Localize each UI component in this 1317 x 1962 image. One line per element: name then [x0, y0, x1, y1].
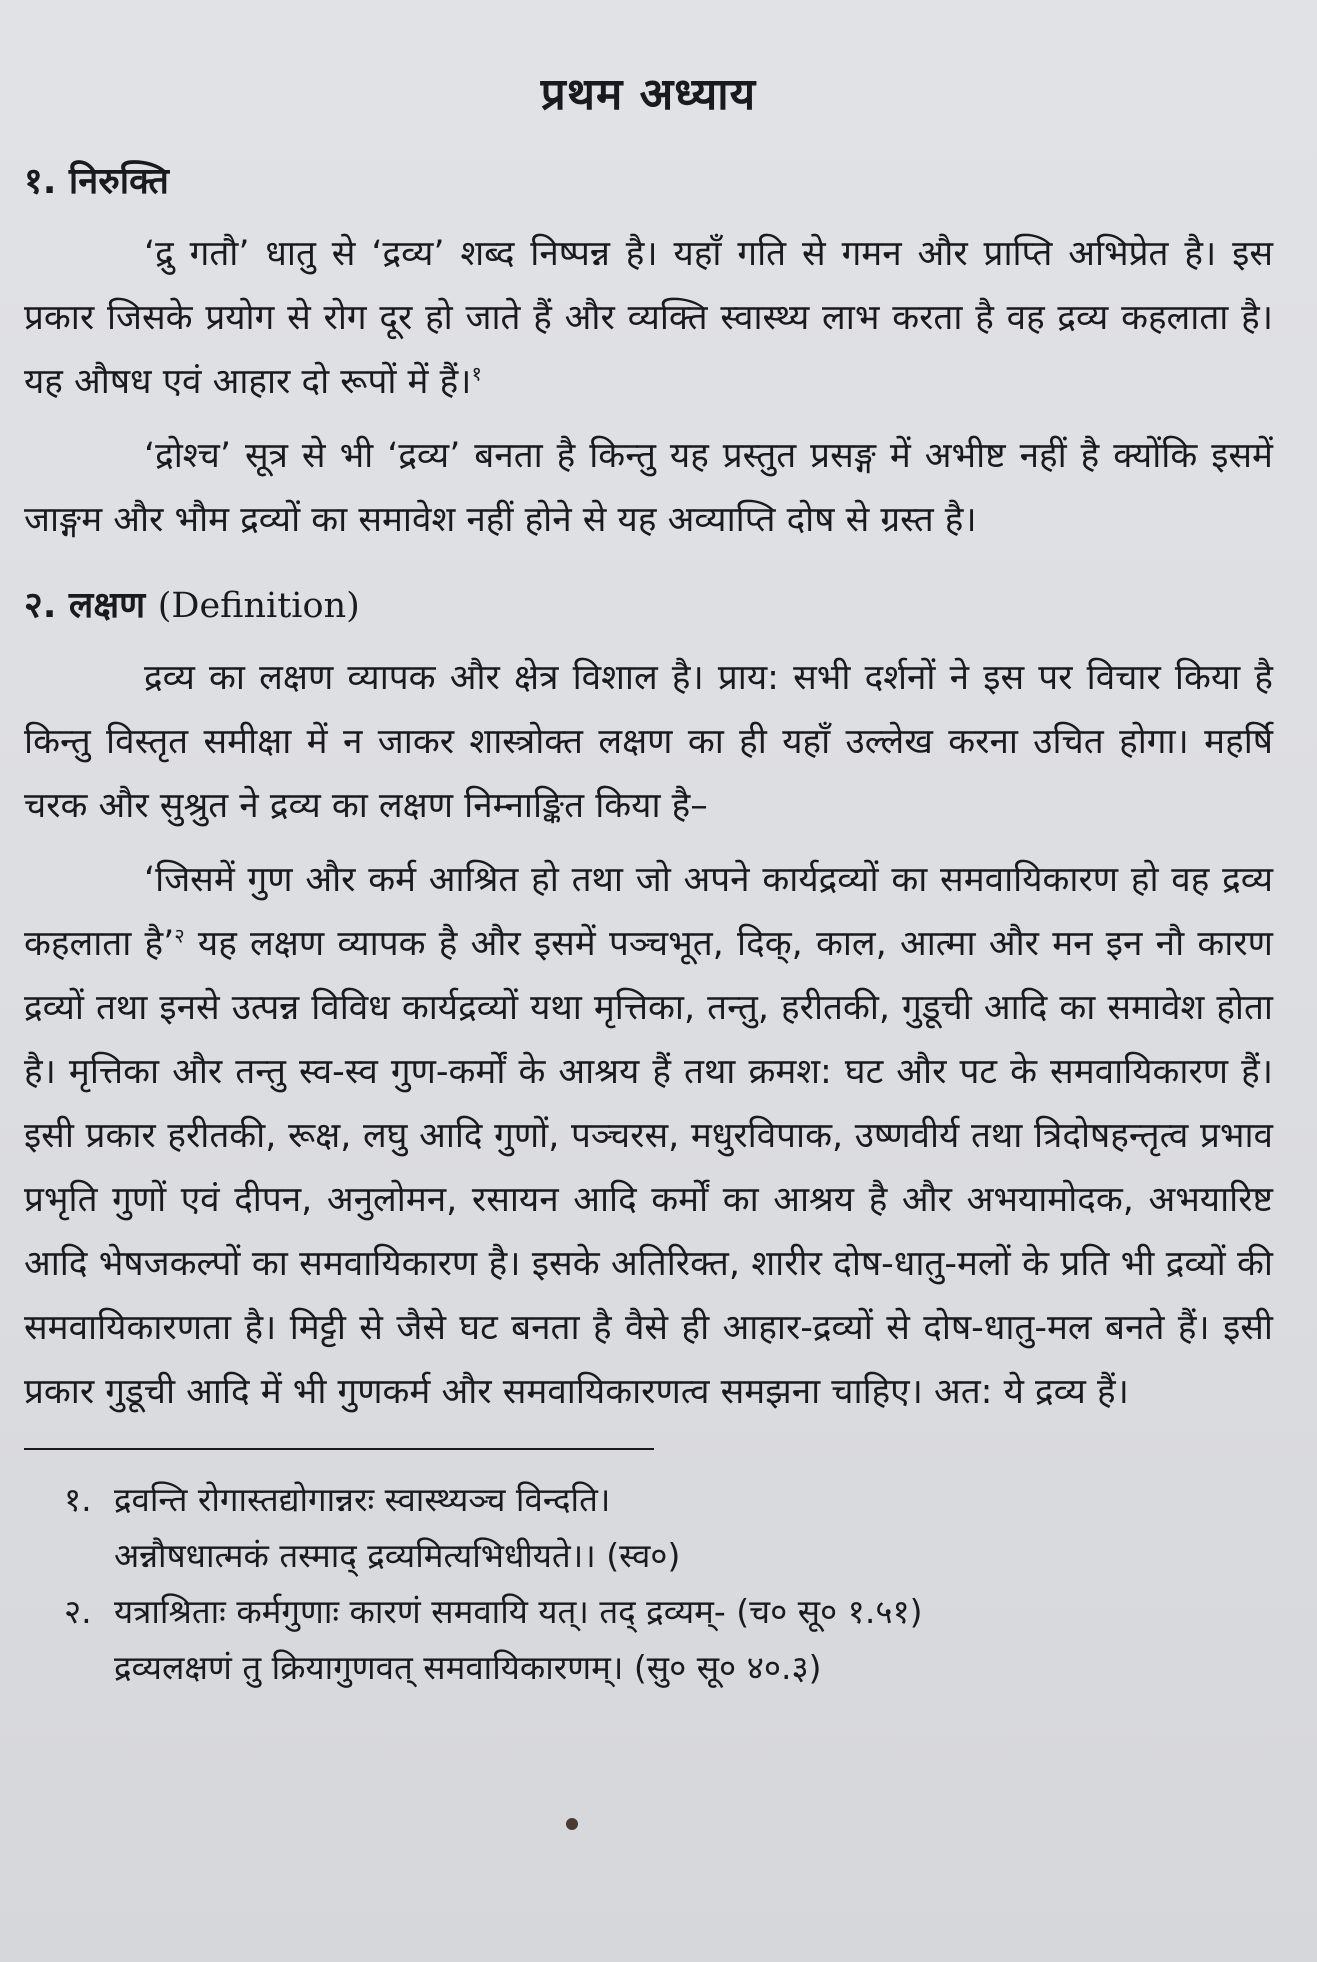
footnote-2: [24, 1584, 1273, 1696]
footnote-line: द्रवन्ति रोगास्तद्योगान्नरः स्वास्थ्यञ्च विन्दति।: [114, 1480, 611, 1519]
paragraph-lakshan-1: द्रव्य का लक्षण व्यापक और क्षेत्र विशाल है। प्राय: सभी दर्शनों ने इस पर विचार किया है किन्तु विस्तृत समीक्षा में न जाकर शास्त्रोक्त लक्षण का ही यहाँ उल्लेख करना उचित होगा। महर्षि चरक और सुश्रुत ने द्रव्य का लक्षण निम्नाङ्कित किया है–: [24, 658, 1273, 826]
footnote-number: २.: [64, 1592, 92, 1631]
section-nirukti: [24, 156, 1273, 552]
footnote-line: द्रव्यलक्षणं तु क्रियागुणवत् समवायिकारणम्। (सु० सू० ४०.३): [114, 1648, 822, 1687]
footnote-divider: [24, 1448, 654, 1450]
footnote-line: अन्नौषधात्मकं तस्माद् द्रव्यमित्यभिधीयते।। (स्व०): [114, 1536, 681, 1575]
section-heading-english: (Definition): [157, 586, 360, 626]
paragraph-text: ‘द्रु गतौ’ धातु से ‘द्रव्य’ शब्द निष्पन्न है। यहाँ गति से गमन और प्राप्ति अभिप्रेत है। इस प्रकार जिसके प्रयोग से रोग दूर हो जाते हैं और व्यक्ति स्वास्थ्य लाभ करता है वह द्रव्य कहलाता है। यह औषध एवं आहार दो रूपों में हैं।: [24, 234, 1273, 402]
paragraph-text: यह लक्षण व्यापक है और इसमें पञ्चभूत, दिक्, काल, आत्मा और मन इन नौ कारण द्रव्यों तथा इनसे उत्पन्न विविध कार्यद्रव्यों यथा मृत्तिका, तन्तु, हरीतकी, गुडूची आदि का समावेश होता है। मृत्तिका और तन्तु स्व-स्व गुण-कर्मों के आश्रय हैं तथा क्रमश: घट और पट के समवायिकारण हैं। इसी प्रकार हरीतकी, रूक्ष, लघु आदि गुणों, पञ्चरस, मधुरविपाक, उष्णवीर्य तथा त्रिदोषहन्तृत्व प्रभाव प्रभृति गुणों एवं दीपन, अनुलोमन, रसायन आदि कर्मों का आश्रय है और अभयामोदक, अभयारिष्ट आदि भेषजकल्पों का समवायिकारण है। इसके अतिरिक्त, शारीर दोष-धातु-मलों के प्रति भी द्रव्यों की समवायिकारणता है। मिट्टी से जैसे घट बनता है वैसे ही आहार-द्रव्यों से दोष-धातु-मल बनते हैं। इसी प्रकार गुडूची आदि में भी गुणकर्म और समवायिकारणत्व समझना चाहिए। अत: ये द्रव्य हैं।: [24, 924, 1273, 1412]
footnote-1: [24, 1472, 1273, 1584]
paragraph-nirukti-2: [24, 424, 1273, 552]
section-lakshan: [24, 580, 1273, 1424]
definition-quote: ‘जिसमें गुण और कर्म आश्रित हो तथा जो अपने कार्यद्रव्यों का समवायिकारण हो वह द्रव्य कहलाता है’: [24, 860, 1273, 964]
paragraph-nirukti-1: [24, 222, 1273, 414]
section-heading-nirukti: १. निरुक्ति: [24, 161, 169, 202]
footnote-marker-2: २: [174, 923, 185, 948]
footnotes: [24, 1472, 1273, 1696]
section-heading-hindi: २. लक्षण: [24, 585, 146, 626]
footnote-line: यत्राश्रिताः कर्मगुणाः कारणं समवायि यत्। तद् द्रव्यम्- (च० सू० १.५१): [114, 1592, 923, 1631]
footnote-number: १.: [64, 1480, 92, 1519]
section-heading-lakshan: [24, 580, 1273, 632]
paragraph-lakshan-2: [24, 848, 1273, 1424]
chapter-title: प्रथम अध्याय: [540, 69, 757, 120]
ink-speck: [566, 1818, 578, 1830]
footnote-marker-1: १: [471, 361, 482, 386]
paragraph-text: ‘द्रोश्च’ सूत्र से भी ‘द्रव्य’ बनता है किन्तु यह प्रस्तुत प्रसङ्ग में अभीष्ट नहीं है क्योंकि इसमें जाङ्गम और भौम द्रव्यों का समावेश नहीं होने से यह अव्याप्ति दोष से ग्रस्त है।: [24, 436, 1273, 540]
